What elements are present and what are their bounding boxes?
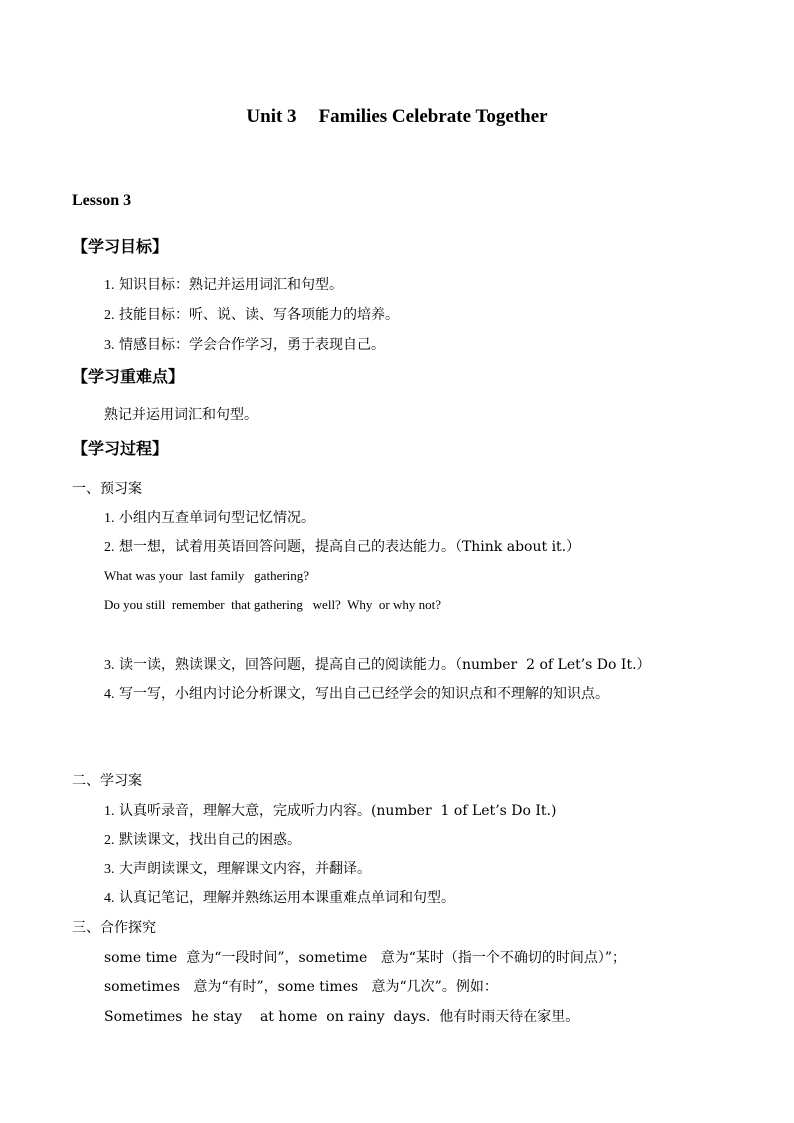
objective-item: 1. 知识目标：熟记并运用词汇和句型。: [104, 277, 343, 293]
study-item: 1. 认真听录音，理解大意，完成听力内容。(number 1 of Let’s Do It.): [104, 803, 557, 819]
preview-item: 1. 小组内互查单词句型记忆情况。: [104, 510, 315, 526]
study-item: 3. 大声朗读课文，理解课文内容，并翻译。: [104, 861, 371, 877]
explore-line: some time 意为“一段时间”，sometime 意为“某时（指一个不确切的时间点）”；: [104, 950, 627, 966]
preview-item: 2. 想一想，试着用英语回答问题，提高自己的表达能力。（Think about it.）: [104, 539, 581, 555]
key-points-heading: 【学习重难点】: [72, 367, 185, 386]
study-item: 2. 默读课文，找出自己的困惑。: [104, 832, 301, 848]
unit-name: Families Celebrate Together: [318, 106, 548, 127]
objective-item: 3. 情感目标：学会合作学习，勇于表现自己。: [104, 337, 385, 353]
section-title-preview: 一、预习案: [72, 481, 142, 497]
question-line: What was your last family gathering?: [104, 568, 310, 583]
unit-label: Unit 3: [246, 106, 297, 127]
key-points-text: 熟记并运用词汇和句型。: [104, 407, 258, 423]
explore-line: sometimes 意为“有时”，some times 意为“几次”。例如：: [104, 979, 498, 995]
question-line: Do you still remember that gathering well? Why or why not?: [104, 597, 441, 612]
study-item: 4. 认真记笔记，理解并熟练运用本课重难点单词和句型。: [104, 890, 455, 906]
preview-item: 4. 写一写，小组内讨论分析课文，写出自己已经学会的知识点和不理解的知识点。: [104, 686, 609, 702]
objective-item: 2. 技能目标：听、说、读、写各项能力的培养。: [104, 307, 399, 323]
preview-item: 3. 读一读，熟读课文，回答问题，提高自己的阅读能力。（number 2 of Let’s Do It.）: [104, 657, 651, 673]
section-title-study: 二、学习案: [72, 773, 142, 789]
section-title-explore: 三、合作探究: [72, 920, 156, 936]
lesson-label: Lesson 3: [72, 192, 132, 209]
process-heading: 【学习过程】: [72, 439, 169, 458]
explore-line: Sometimes he stay at home on rainy days. 他有时雨天待在家里。: [104, 1009, 580, 1025]
document-title: [0, 106, 794, 128]
objectives-heading: 【学习目标】: [72, 237, 169, 256]
